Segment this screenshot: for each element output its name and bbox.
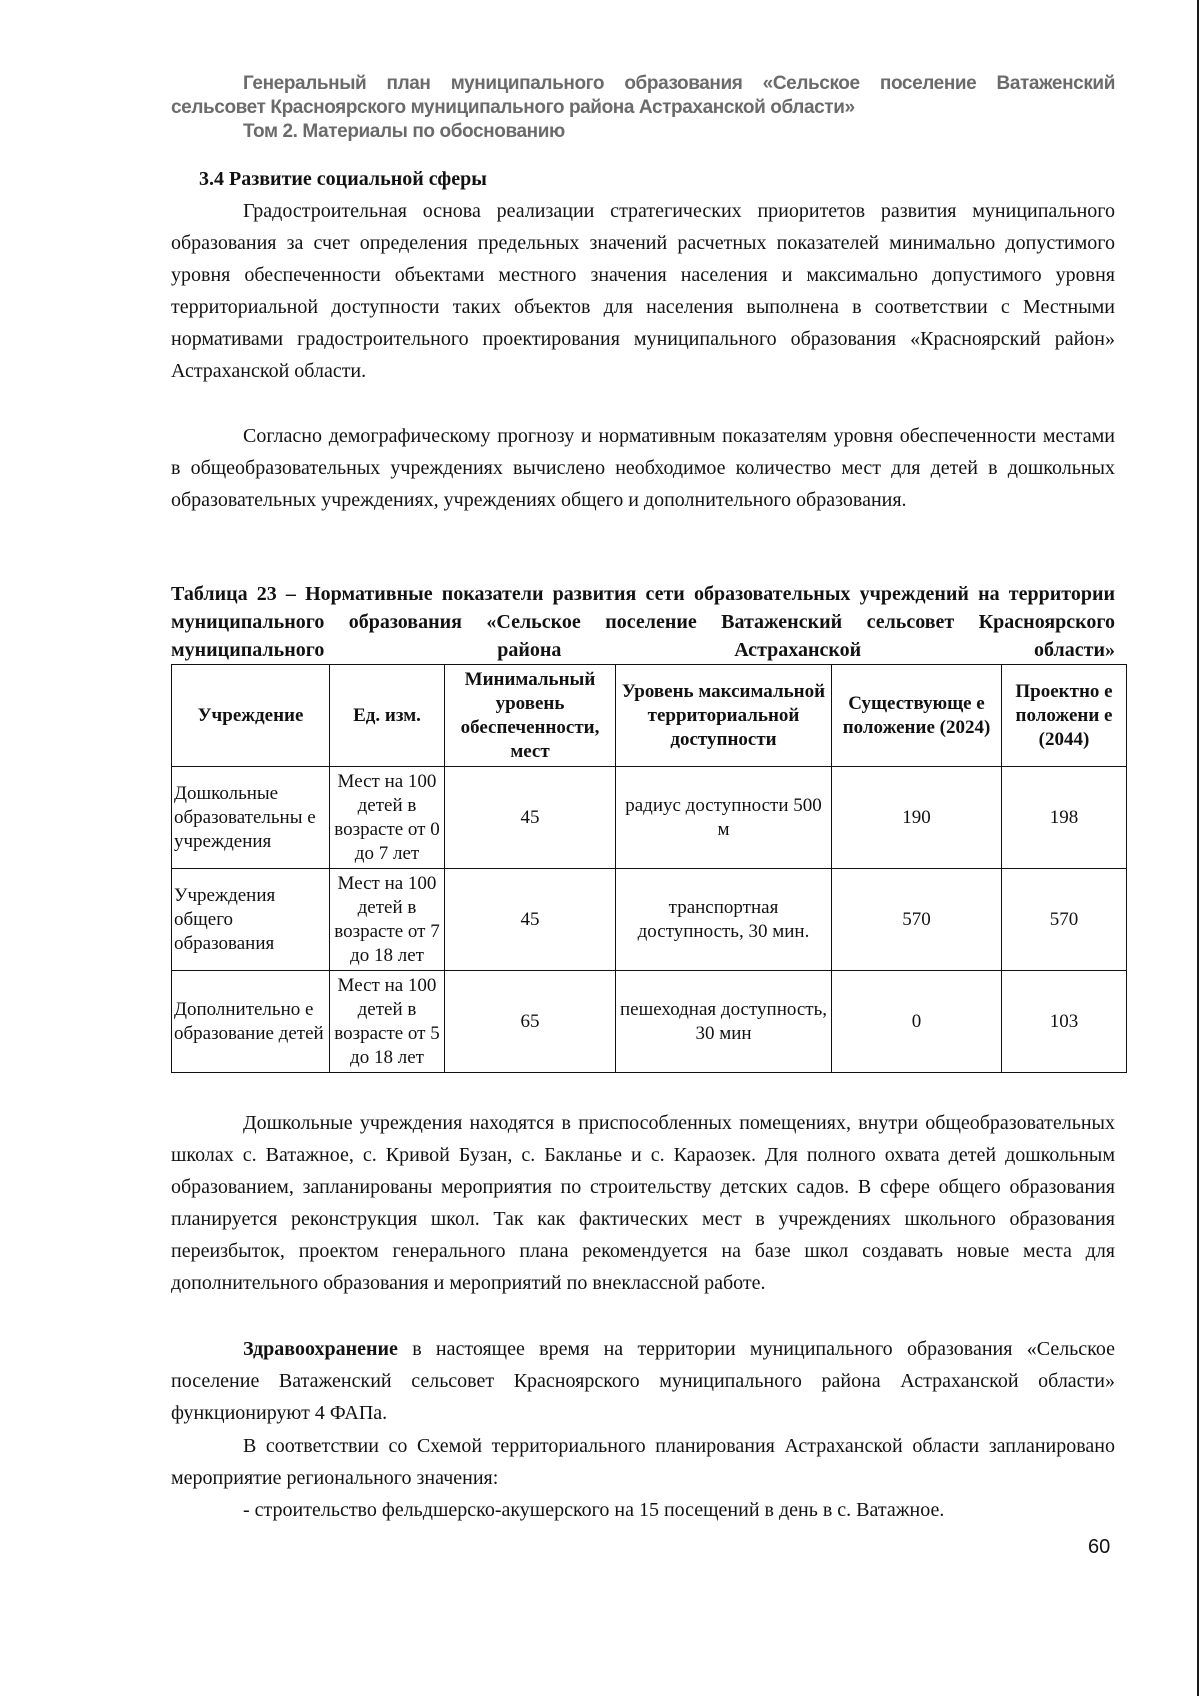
header-cell: Минимальный уровень обеспеченности, мест [445,665,616,767]
header-cell: Уровень максимальной территориальной доступности [616,665,832,767]
table-cell: 45 [445,767,616,869]
header-cell: Ед. изм. [330,665,445,767]
table-header-row [172,665,1127,767]
paragraph-4 [171,1333,1115,1429]
page-edge-line [1197,0,1199,1696]
header-line-1: Генеральный план муниципального образования «Сельское поселение Ватаженский [243,73,1115,94]
table-cell: пешеходная доступность, 30 мин [616,971,832,1073]
running-header [171,72,1115,144]
table-cell: 65 [445,971,616,1073]
page-number: 60 [1088,1536,1111,1558]
table-cell: 45 [445,869,616,971]
table-row [172,971,1127,1073]
table-row [172,869,1127,971]
table-cell: 198 [1002,767,1127,869]
table-caption: Таблица 23 – Нормативные показатели развития сети образовательных учреждений на территории муниципального образования «Сельское поселение Ватаженский сельсовет Красноярского муниципального района Астраханской области» [171,583,1115,661]
education-norms-table [171,664,1127,1073]
table-cell: радиус доступности 500 м [616,767,832,869]
paragraph-4-lead: Здравоохранение [243,1338,398,1360]
table-cell: 570 [832,869,1002,971]
table-cell: транспортная доступность, 30 мин. [616,869,832,971]
paragraph-5: В соответствии со Схемой территориального планирования Астраханской области запланировано мероприятие регионального значения: [171,1435,1115,1489]
table-cell: 190 [832,767,1002,869]
paragraph-6: - строительство фельдшерско-акушерского на 15 посещений в день в с. Ватажное. [243,1499,945,1521]
table-cell: 570 [1002,869,1127,971]
paragraph-2: Согласно демографическому прогнозу и нормативным показателям уровня обеспеченности местами в общеобразовательных учреждениях вычислено необходимое количество мест для детей в дошкольных образовательных учреждениях, учреждениях общего и дополнительного образования. [171,425,1115,511]
paragraph-3: Дошкольные учреждения находятся в приспособленных помещениях, внутри общеобразовательных школах с. Ватажное, с. Кривой Бузан, с. Бакланье и с. Караозек. Для полного охвата детей дошкольным образованием, запланированы мероприятия по строительству детских садов. В сфере общего образования планируется реконструкция школ. Так как фактических мест в учреждениях школьного образования переизбыток, проектом генерального плана рекомендуется на базе школ создавать новые места для дополнительного образования и мероприятий по внеклассной работе. [171,1112,1115,1294]
table-cell: 103 [1002,971,1127,1073]
header-line-3: Том 2. Материалы по обоснованию [243,121,565,142]
header-cell: Проектно е положени е (2044) [1002,665,1127,767]
header-cell: Учреждение [172,665,330,767]
table-row [172,767,1127,869]
table-cell: 0 [832,971,1002,1073]
table-cell: Учреждения общего образования [172,869,330,971]
table-cell: Мест на 100 детей в возрасте от 5 до 18 лет [330,971,445,1073]
table-cell: Дошкольные образовательны е учреждения [172,767,330,869]
table-cell: Мест на 100 детей в возрасте от 7 до 18 лет [330,869,445,971]
paragraph-1: Градостроительная основа реализации стратегических приоритетов развития муниципального образования за счет определения предельных значений расчетных показателей минимально допустимого уровня обеспеченности объектами местного значения населения и максимально допустимого уровня территориальной доступности таких объектов для населения выполнена в соответствии с Местными нормативами градостроительного проектирования муниципального образования «Красноярский район» Астраханской области. [171,200,1115,382]
header-line-2: сельсовет Красноярского муниципального района Астраханской области» [171,97,855,118]
section-title: 3.4 Развитие социальной сферы [199,168,487,190]
table-cell: Дополнительно е образование детей [172,971,330,1073]
table-cell: Мест на 100 детей в возрасте от 0 до 7 лет [330,767,445,869]
header-cell: Существующе е положение (2024) [832,665,1002,767]
paragraph-4-text: в настоящее время на территории муниципального образования «Сельское поселение Ватаженский сельсовет Красноярского муниципального района Астраханской области» функционируют 4 ФАПа. [171,1338,1115,1424]
